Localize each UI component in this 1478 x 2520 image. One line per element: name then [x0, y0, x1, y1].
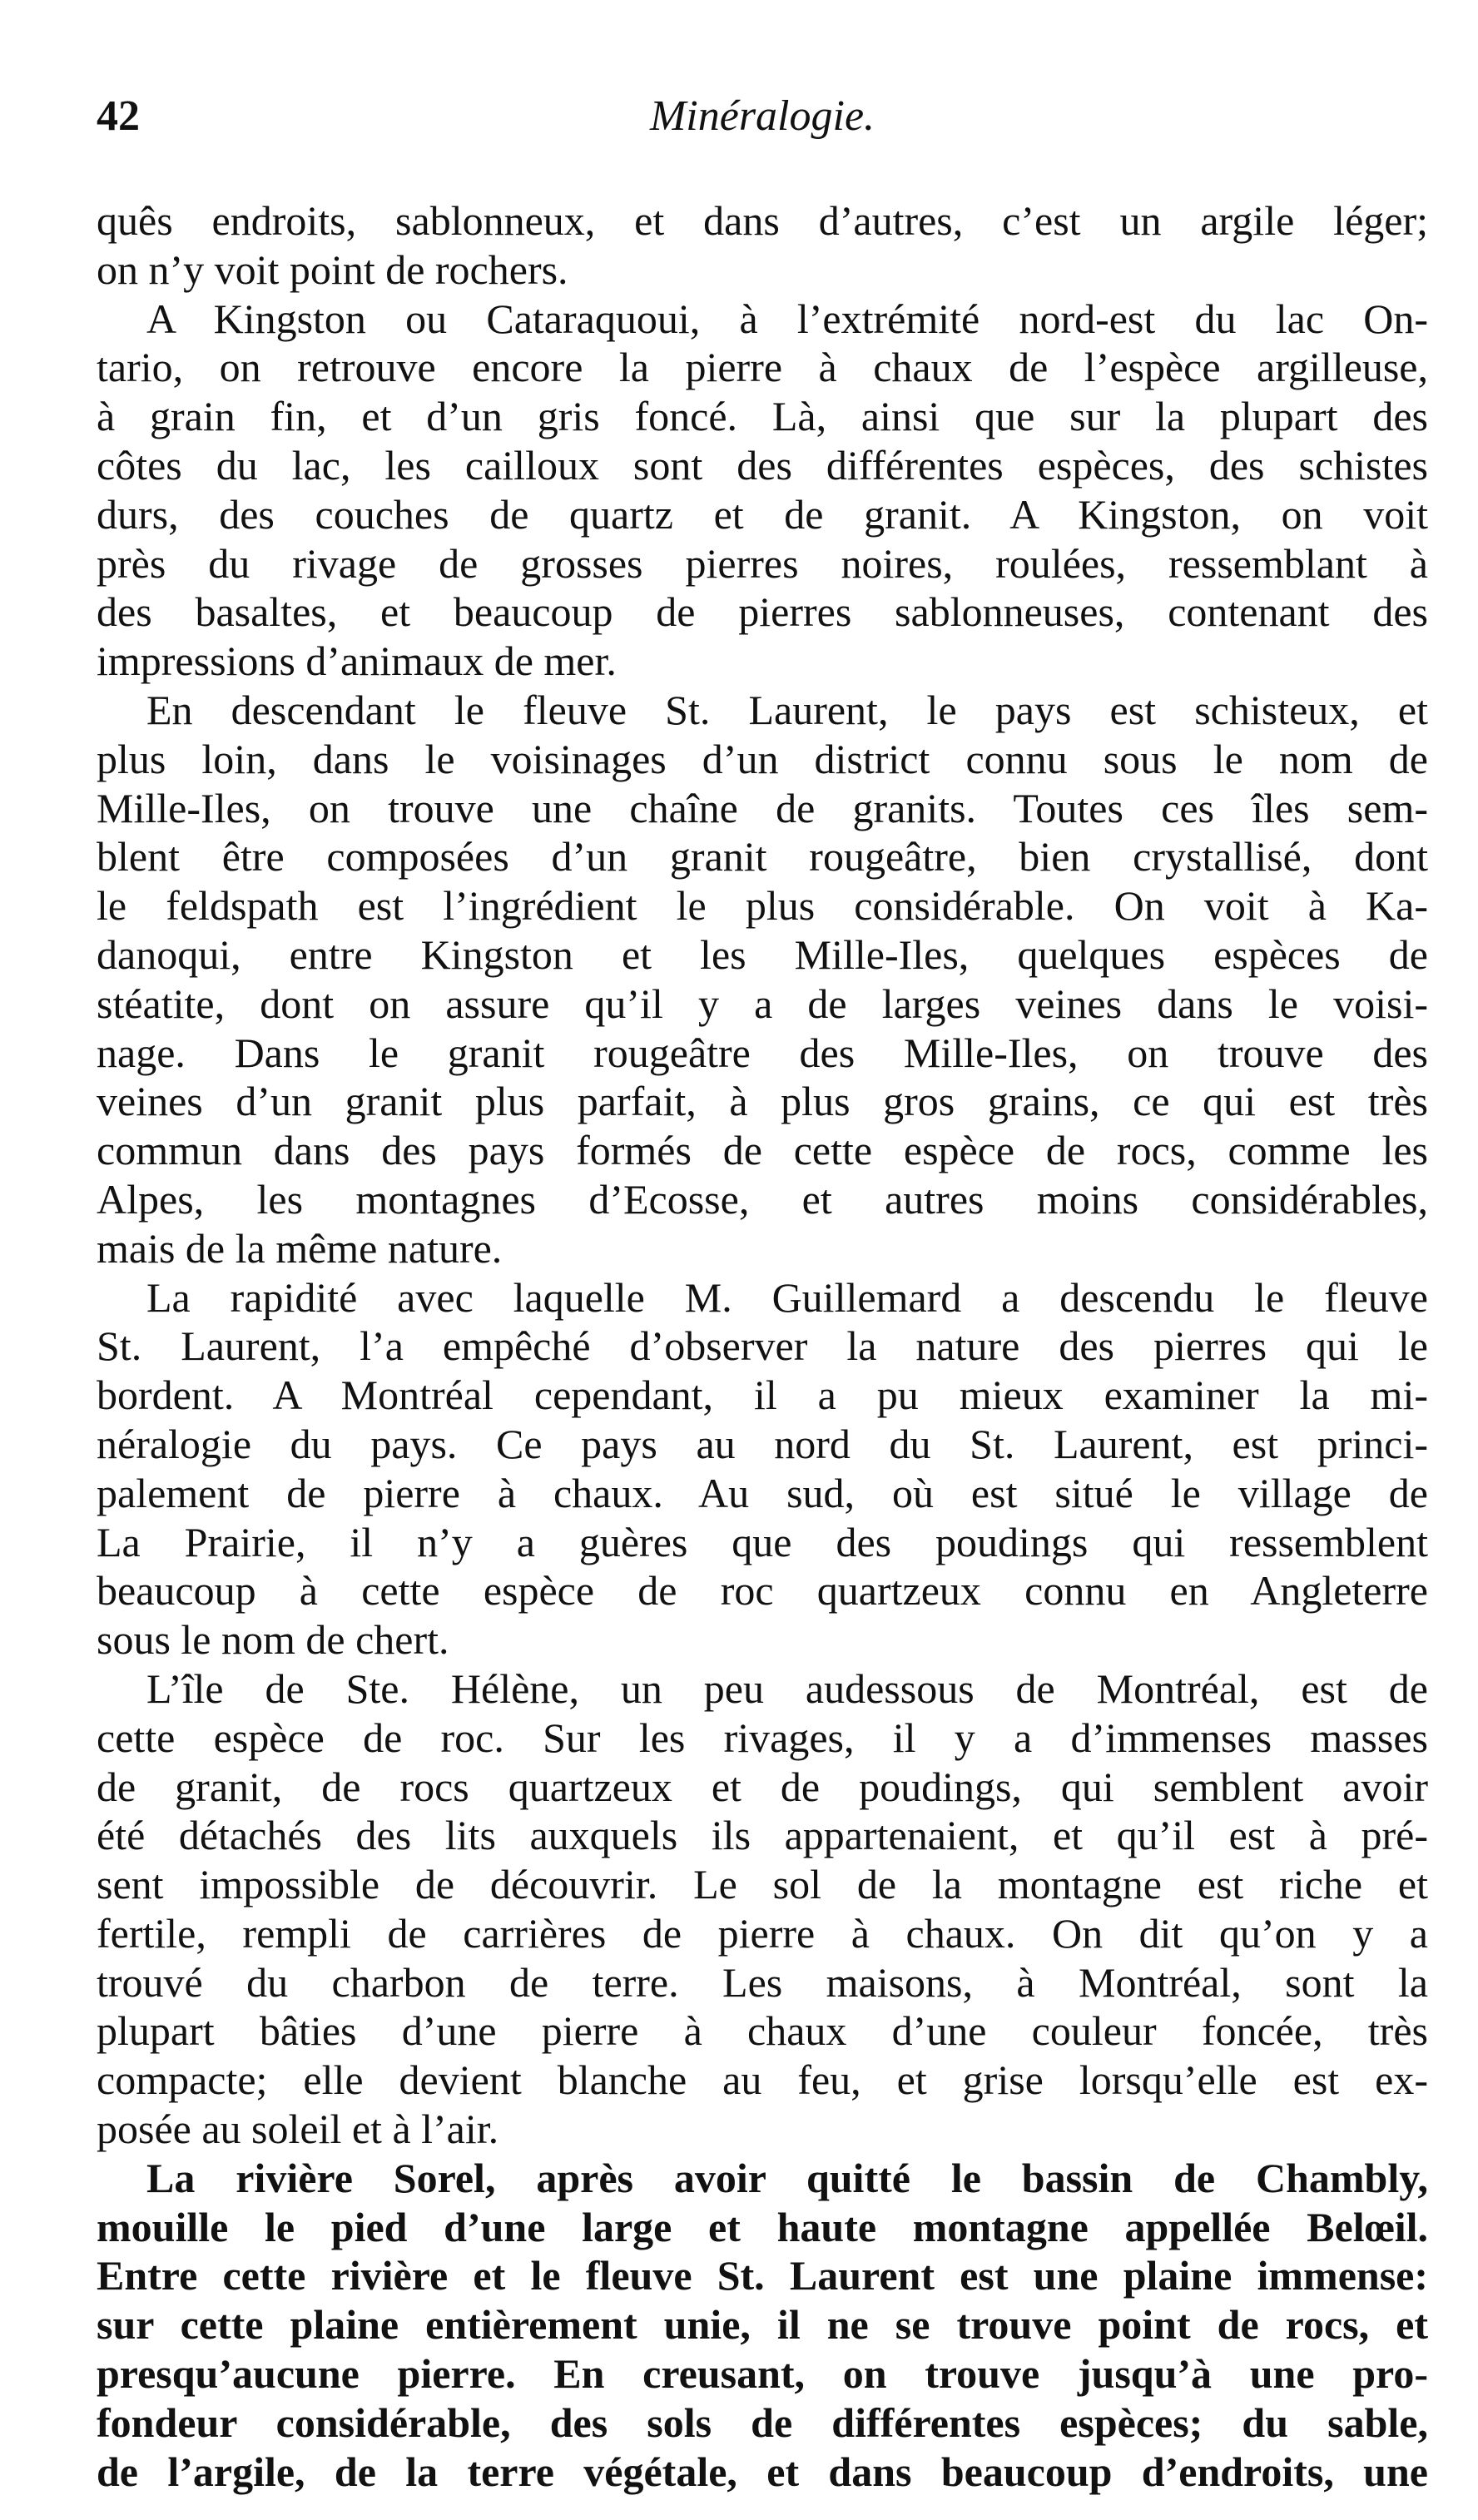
text-line: des basaltes, et beaucoup de pierres sablonneuses, contenant des — [97, 588, 1428, 636]
running-head — [97, 83, 1428, 150]
text-line: impressions d’animaux de mer. — [97, 637, 617, 685]
text-line: à grain fin, et d’un gris foncé. Là, ainsi que sur la plupart des — [97, 393, 1428, 440]
text-line: L’île de Ste. Hélène, un peu audessous de Montréal, est de — [146, 1664, 1428, 1712]
text-line: Entre cette rivière et le fleuve St. Laurent est une plaine immense: — [97, 2252, 1428, 2299]
text-line: sent impossible de découvrir. Le sol de la montagne est riche et — [97, 1861, 1428, 1908]
text-line: mais de la même nature. — [97, 1224, 503, 1272]
text-line: de granit, de rocs quartzeux et de poudings, qui semblent avoir — [97, 1763, 1428, 1810]
text-line: Mille-Iles, on trouve une chaîne de granits. Toutes ces îles sem- — [97, 784, 1428, 831]
text-line: A Kingston ou Cataraquoui, à l’extrémité nord-est du lac On- — [146, 295, 1428, 342]
text-line: beaucoup à cette espèce de roc quartzeux connu en Angleterre — [97, 1567, 1428, 1615]
text-line: blent être composées d’un granit rougeâtre, bien crystallisé, dont — [97, 833, 1428, 881]
text-line: le feldspath est l’ingrédient le plus considérable. On voit à Ka- — [97, 882, 1428, 930]
running-title: Minéralogie. — [649, 92, 875, 140]
text-line: néralogie du pays. Ce pays au nord du St. Laurent, est princi- — [97, 1420, 1428, 1467]
text-line: plus loin, dans le voisinages d’un district connu sous le nom de — [97, 735, 1428, 782]
text-line: tario, on retrouve encore la pierre à chaux de l’espèce argilleuse, — [97, 344, 1428, 391]
text-line: côtes du lac, les cailloux sont des différentes espèces, des schistes — [97, 441, 1428, 489]
text-line: près du rivage de grosses pierres noires, roulées, ressemblant à — [97, 539, 1428, 587]
text-line: posée au soleil et à l’air. — [97, 2106, 499, 2153]
text-line: presqu’aucune pierre. En creusant, on trouve jusqu’à une pro- — [97, 2350, 1428, 2398]
text-line: fertile, rempli de carrières de pierre à chaux. On dit qu’on y a — [97, 1909, 1428, 1957]
text-line: stéatite, dont on assure qu’il y a de larges veines dans le voisi- — [97, 980, 1428, 1027]
text-line: La Prairie, il n’y a guères que des poudings qui ressemblent — [97, 1518, 1428, 1565]
text-line: fondeur considérable, des sols de différentes espèces; du sable, — [97, 2398, 1428, 2446]
text-line: plupart bâties d’une pierre à chaux d’une couleur foncée, très — [97, 2007, 1428, 2055]
text-line: danoqui, entre Kingston et les Mille-Iles, quelques espèces de — [97, 930, 1428, 978]
text-line: St. Laurent, l’a empêché d’observer la nature des pierres qui le — [97, 1322, 1428, 1370]
text-line: commun dans des pays formés de cette espèce de rocs, comme les — [97, 1127, 1428, 1174]
text-line: durs, des couches de quartz et de granit. A Kingston, on voit — [97, 490, 1428, 538]
text-line: sous le nom de chert. — [97, 1616, 449, 1664]
text-line: on n’y voit point de rochers. — [97, 246, 568, 293]
text-line: Alpes, les montagnes d’Ecosse, et autres moins considérables, — [97, 1175, 1428, 1223]
text-line: compacte; elle devient blanche au feu, et grise lorsqu’elle est ex- — [97, 2056, 1428, 2104]
text-line: En descendant le fleuve St. Laurent, le pays est schisteux, et — [146, 686, 1428, 733]
book-page — [97, 83, 1428, 2496]
text-line: nage. Dans le granit rougeâtre des Mille-Iles, on trouve des — [97, 1029, 1428, 1076]
text-line: de l’argile, de la terre végétale, et dans beaucoup d’endroits, une — [97, 2448, 1428, 2495]
text-line: sur cette plaine entièrement unie, il ne se trouve point de rocs, et — [97, 2301, 1428, 2349]
text-line: veines d’un granit plus parfait, à plus gros grains, ce qui est très — [97, 1078, 1428, 1125]
text-line: cette espèce de roc. Sur les rivages, il y a d’immenses masses — [97, 1714, 1428, 1761]
text-line: quês endroits, sablonneux, et dans d’autres, c’est un argile léger; — [97, 197, 1428, 244]
page-number: 42 — [97, 92, 140, 140]
text-line: mouille le pied d’une large et haute montagne appellée Belœil. — [97, 2203, 1428, 2250]
body-text — [97, 196, 1428, 2496]
text-line: palement de pierre à chaux. Au sud, où est situé le village de — [97, 1469, 1428, 1516]
text-line: trouvé du charbon de terre. Les maisons, à Montréal, sont la — [97, 1958, 1428, 2006]
text-line: été détachés des lits auxquels ils appartenaient, et qu’il est à pré- — [97, 1812, 1428, 1859]
text-line: La rapidité avec laquelle M. Guillemard a descendu le fleuve — [146, 1273, 1428, 1321]
text-line: bordent. A Montréal cependant, il a pu mieux examiner la mi- — [97, 1372, 1428, 1419]
text-line: La rivière Sorel, après avoir quitté le bassin de Chambly, — [146, 2154, 1428, 2201]
